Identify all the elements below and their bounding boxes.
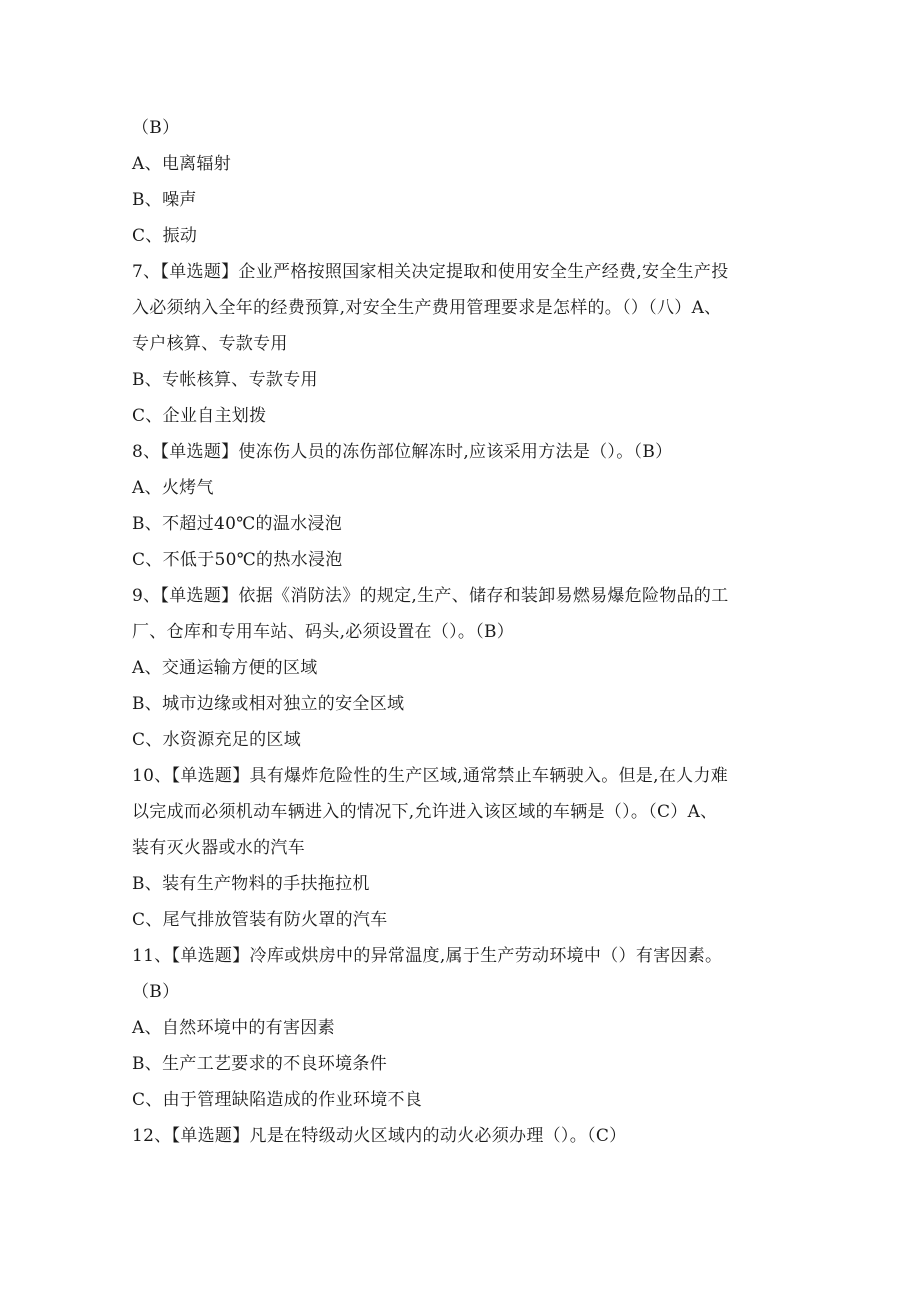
text-line: 以完成而必须机动车辆进入的情况下,允许进入该区域的车辆是（）。（C）A、 — [132, 802, 718, 822]
text-line: A、交通运输方便的区域 — [132, 658, 318, 678]
text-line: C、尾气排放管装有防火罩的汽车 — [132, 910, 388, 930]
text-line: B、专帐核算、专款专用 — [132, 370, 318, 390]
text-line: 装有灭火器或水的汽车 — [132, 838, 305, 858]
text-line: C、水资源充足的区域 — [132, 730, 302, 750]
text-line: 10、【单选题】具有爆炸危险性的生产区域,通常禁止车辆驶入。但是,在人力难 — [132, 766, 729, 786]
text-line: （B） — [132, 982, 180, 1002]
text-line: C、企业自主划拨 — [132, 406, 267, 426]
text-line: A、自然环境中的有害因素 — [132, 1018, 335, 1038]
text-line: 9、【单选题】依据《消防法》的规定,生产、储存和装卸易燃易爆危险物品的工 — [132, 586, 729, 606]
text-line: 8、【单选题】使冻伤人员的冻伤部位解冻时,应该采用方法是（）。（B） — [132, 442, 673, 462]
text-line: （B） — [132, 118, 180, 138]
text-line: C、不低于50℃的热水浸泡 — [132, 550, 343, 570]
text-line: A、电离辐射 — [132, 154, 232, 174]
text-line: A、火烤气 — [132, 478, 214, 498]
text-line: 专户核算、专款专用 — [132, 334, 288, 354]
text-line: B、噪声 — [132, 190, 197, 210]
text-line: 7、【单选题】企业严格按照国家相关决定提取和使用安全生产经费,安全生产投 — [132, 262, 729, 282]
text-line: C、由于管理缺陷造成的作业环境不良 — [132, 1090, 423, 1110]
text-line: C、振动 — [132, 226, 198, 246]
text-line: B、装有生产物料的手扶拖拉机 — [132, 874, 370, 894]
text-line: B、城市边缘或相对独立的安全区域 — [132, 694, 405, 714]
text-line: B、不超过40℃的温水浸泡 — [132, 514, 343, 534]
text-line: B、生产工艺要求的不良环境条件 — [132, 1054, 387, 1074]
text-line: 入必须纳入全年的经费预算,对安全生产费用管理要求是怎样的。（）（八）A、 — [132, 298, 722, 318]
text-line: 厂、仓库和专用车站、码头,必须设置在（）。（B） — [132, 622, 515, 642]
text-line: 11、【单选题】冷库或烘房中的异常温度,属于生产劳动环境中（）有害因素。 — [132, 946, 723, 966]
text-line: 12、【单选题】凡是在特级动火区域内的动火必须办理（）。（C） — [132, 1126, 627, 1146]
